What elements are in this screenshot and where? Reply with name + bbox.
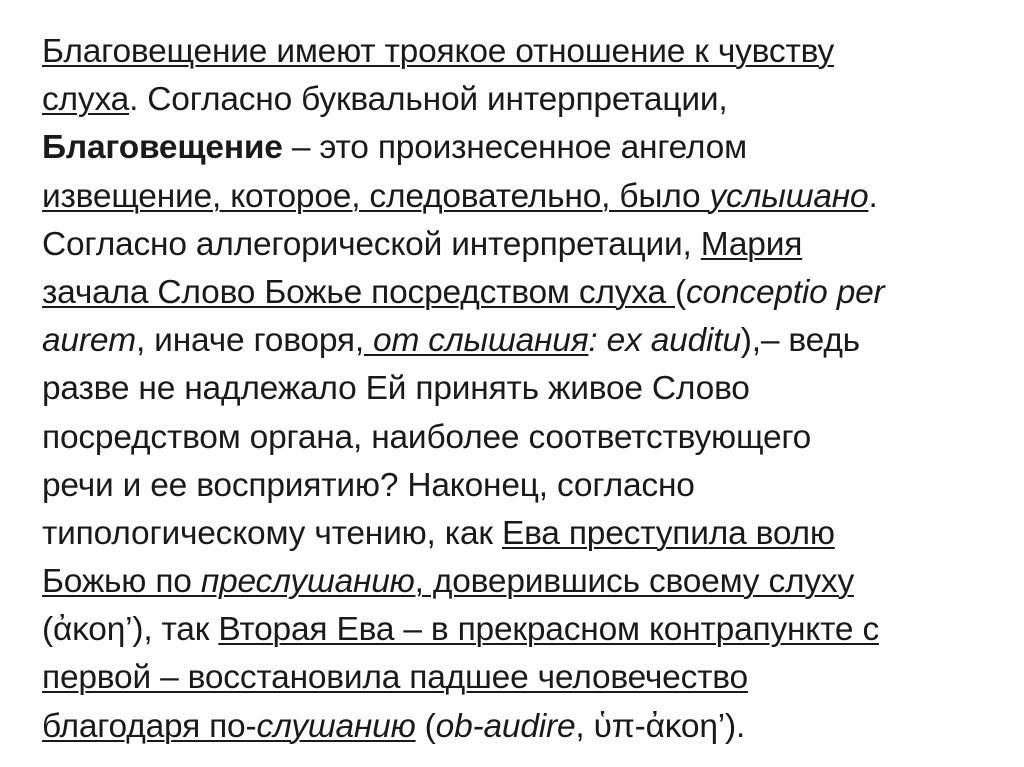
text-segment: преслушанию [200,563,415,601]
text-segment: благодаря по- [42,707,257,745]
text-segment: Согласно аллегорической интерпретации, [42,225,701,263]
text-segment: Благовещение [42,129,283,167]
text-segment: Божью по [42,563,201,601]
text-segment: от слышания [363,322,589,360]
text-segment: Ева преступила волю [501,514,835,552]
text-line [42,221,1002,269]
text-segment: . Согласно буквальной интерпретации, [129,81,728,119]
text-segment: . [868,177,878,215]
text-segment: aurem [42,322,136,360]
text-line [42,654,1002,702]
text-segment: , доверившись своему слуху [414,563,855,601]
text-line [42,703,1002,751]
body-text [42,28,1002,751]
text-line [42,365,1002,413]
text-line [42,414,1002,462]
text-segment: извещение, которое, следовательно, было [42,177,710,215]
text-line [42,76,1002,124]
text-segment: первой – восстановила падшее человечество [42,659,748,697]
text-line [42,28,1002,76]
text-segment: – это произнесенное ангелом [282,129,747,167]
text-segment: Вторая Ева – в прекрасном контрапункте с [218,611,879,649]
text-segment: разве не надлежало Ей принять живое Слово [42,370,750,408]
text-line [42,510,1002,558]
text-line [42,317,1002,365]
text-line [42,173,1002,221]
text-segment: посредством органа, наиболее соответствующего [42,418,812,456]
text-segment: типологическому чтению, как [42,514,502,552]
text-segment: (ἀκοη’), так [42,611,219,649]
text-segment: Мария [700,225,803,263]
text-segment: ( [675,273,686,311]
text-segment: , ὑπ-ἀκοη’). [575,707,746,745]
text-segment: ( [415,707,436,745]
text-segment: услышано [709,177,869,215]
text-segment: слуха [42,81,130,119]
text-line [42,124,1002,172]
text-segment: : ex auditu [588,322,741,360]
text-line [42,462,1002,510]
text-segment: , иначе говоря, [135,322,364,360]
text-segment: ),– ведь [740,322,860,360]
text-segment: речи и ее восприятию? Наконец, согласно [42,466,695,504]
text-segment: ob-audire [435,707,576,745]
text-line [42,606,1002,654]
text-segment: Благовещение имеют троякое отношение к чувству [42,33,835,70]
text-line [42,558,1002,606]
text-segment: conceptio per [685,273,885,311]
text-segment: зачала Слово Божье посредством слуха [42,273,676,311]
text-line [42,269,1002,317]
text-segment: слушанию [256,707,416,745]
